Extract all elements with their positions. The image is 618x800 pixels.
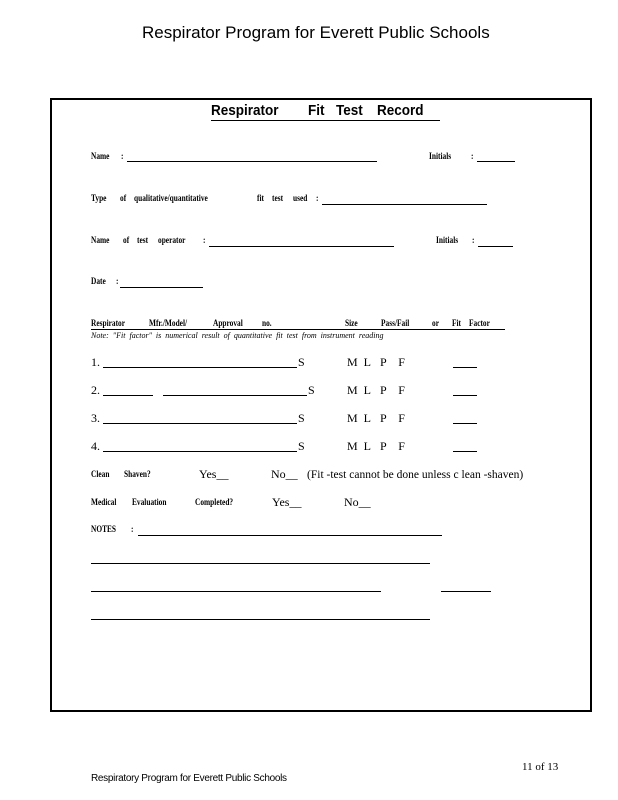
initials-field[interactable] — [477, 161, 515, 162]
col-fit: Fit — [452, 318, 462, 328]
fit-factor-field[interactable] — [453, 423, 477, 424]
notes-field[interactable] — [91, 619, 430, 620]
operator-label: Name — [91, 235, 110, 245]
col-size: Size — [345, 318, 358, 328]
size-options: M L — [347, 411, 371, 425]
notes-field[interactable] — [91, 563, 430, 564]
clean-shaven-label: Shaven? — [124, 469, 151, 479]
respirator-field[interactable] — [103, 451, 297, 452]
pass-fail-options: P F — [380, 355, 405, 369]
fit-factor-field[interactable] — [453, 367, 477, 368]
col-pass-fail: Pass/Fail — [381, 318, 410, 328]
row-s: S — [298, 355, 305, 369]
col-approval: Approval — [213, 318, 243, 328]
name-field[interactable] — [127, 161, 377, 162]
footer-program-title: Respiratory Program for Everett Public Schools — [91, 773, 287, 784]
respirator-field[interactable] — [103, 395, 153, 396]
col-no: no. — [262, 318, 272, 328]
form-title-word: Fit — [308, 102, 325, 119]
page-number: 11 of 13 — [522, 761, 559, 773]
medical-evaluation-label: Evaluation — [132, 497, 167, 507]
operator-label: of — [123, 235, 130, 245]
fit-factor-note: Note: "Fit factor" is numerical result of quantitative fit test from instrument reading — [91, 331, 384, 340]
row-number: 1. — [91, 355, 100, 369]
pass-fail-options: P F — [380, 439, 405, 453]
medical-evaluation-label: Completed? — [195, 497, 234, 507]
row-s: S — [298, 439, 305, 453]
date-colon: : — [116, 276, 119, 286]
col-factor: Factor — [469, 318, 490, 328]
row-s: S — [308, 383, 315, 397]
pass-fail-options: P F — [380, 411, 405, 425]
form-title-word: Record — [377, 102, 424, 119]
row-number: 4. — [91, 439, 100, 453]
operator-initials-field[interactable] — [478, 246, 513, 247]
form-title-word: Respirator — [211, 102, 279, 119]
notes-field[interactable] — [138, 535, 442, 536]
col-mfr-model: Mfr./Model/ — [149, 318, 188, 328]
name-label: Name — [91, 151, 110, 161]
operator-label: operator — [158, 235, 186, 245]
type-label: fit — [257, 193, 264, 203]
table-header-underline — [91, 329, 505, 330]
notes-field[interactable] — [441, 591, 491, 592]
notes-label: NOTES — [91, 524, 117, 534]
clean-shaven-label: Clean — [91, 469, 110, 479]
col-or: or — [432, 318, 439, 328]
operator-initials-label: Initials — [436, 235, 459, 245]
initials-label: Initials — [429, 151, 452, 161]
row-s: S — [298, 411, 305, 425]
clean-shaven-no[interactable]: No__ — [271, 467, 298, 481]
operator-label: test — [137, 235, 149, 245]
medical-evaluation-no[interactable]: No__ — [344, 495, 371, 509]
operator-name-field[interactable] — [209, 246, 394, 247]
size-options: M L — [347, 383, 371, 397]
name-colon: : — [121, 151, 124, 161]
row-number: 2. — [91, 383, 100, 397]
medical-evaluation-yes[interactable]: Yes__ — [272, 495, 302, 509]
pass-fail-options: P F — [380, 383, 405, 397]
fit-test-type-field[interactable] — [322, 204, 487, 205]
medical-evaluation-label: Medical — [91, 497, 117, 507]
date-field[interactable] — [120, 287, 203, 288]
respirator-field[interactable] — [163, 395, 307, 396]
fit-factor-field[interactable] — [453, 395, 477, 396]
operator-initials-colon: : — [472, 235, 475, 245]
respirator-field[interactable] — [103, 367, 297, 368]
initials-colon: : — [471, 151, 474, 161]
type-colon: : — [316, 193, 319, 203]
form-title-word: Test — [336, 102, 363, 119]
notes-field[interactable] — [91, 591, 381, 592]
form-title — [211, 102, 279, 119]
clean-shaven-yes[interactable]: Yes__ — [199, 467, 229, 481]
type-label: Type — [91, 193, 107, 203]
fit-factor-field[interactable] — [453, 451, 477, 452]
date-label: Date — [91, 276, 106, 286]
type-label: test — [272, 193, 284, 203]
row-number: 3. — [91, 411, 100, 425]
size-options: M L — [347, 355, 371, 369]
col-respirator: Respirator — [91, 318, 126, 328]
operator-colon: : — [203, 235, 206, 245]
size-options: M L — [347, 439, 371, 453]
form-title-underline — [211, 120, 440, 121]
page-header-title: Respirator Program for Everett Public Schools — [142, 23, 490, 42]
clean-shaven-note: (Fit -test cannot be done unless c lean -shaven) — [307, 467, 524, 481]
type-label: qualitative/quantitative — [134, 193, 208, 203]
type-label: used — [293, 193, 308, 203]
notes-colon: : — [131, 524, 134, 534]
type-label: of — [120, 193, 127, 203]
respirator-field[interactable] — [103, 423, 297, 424]
